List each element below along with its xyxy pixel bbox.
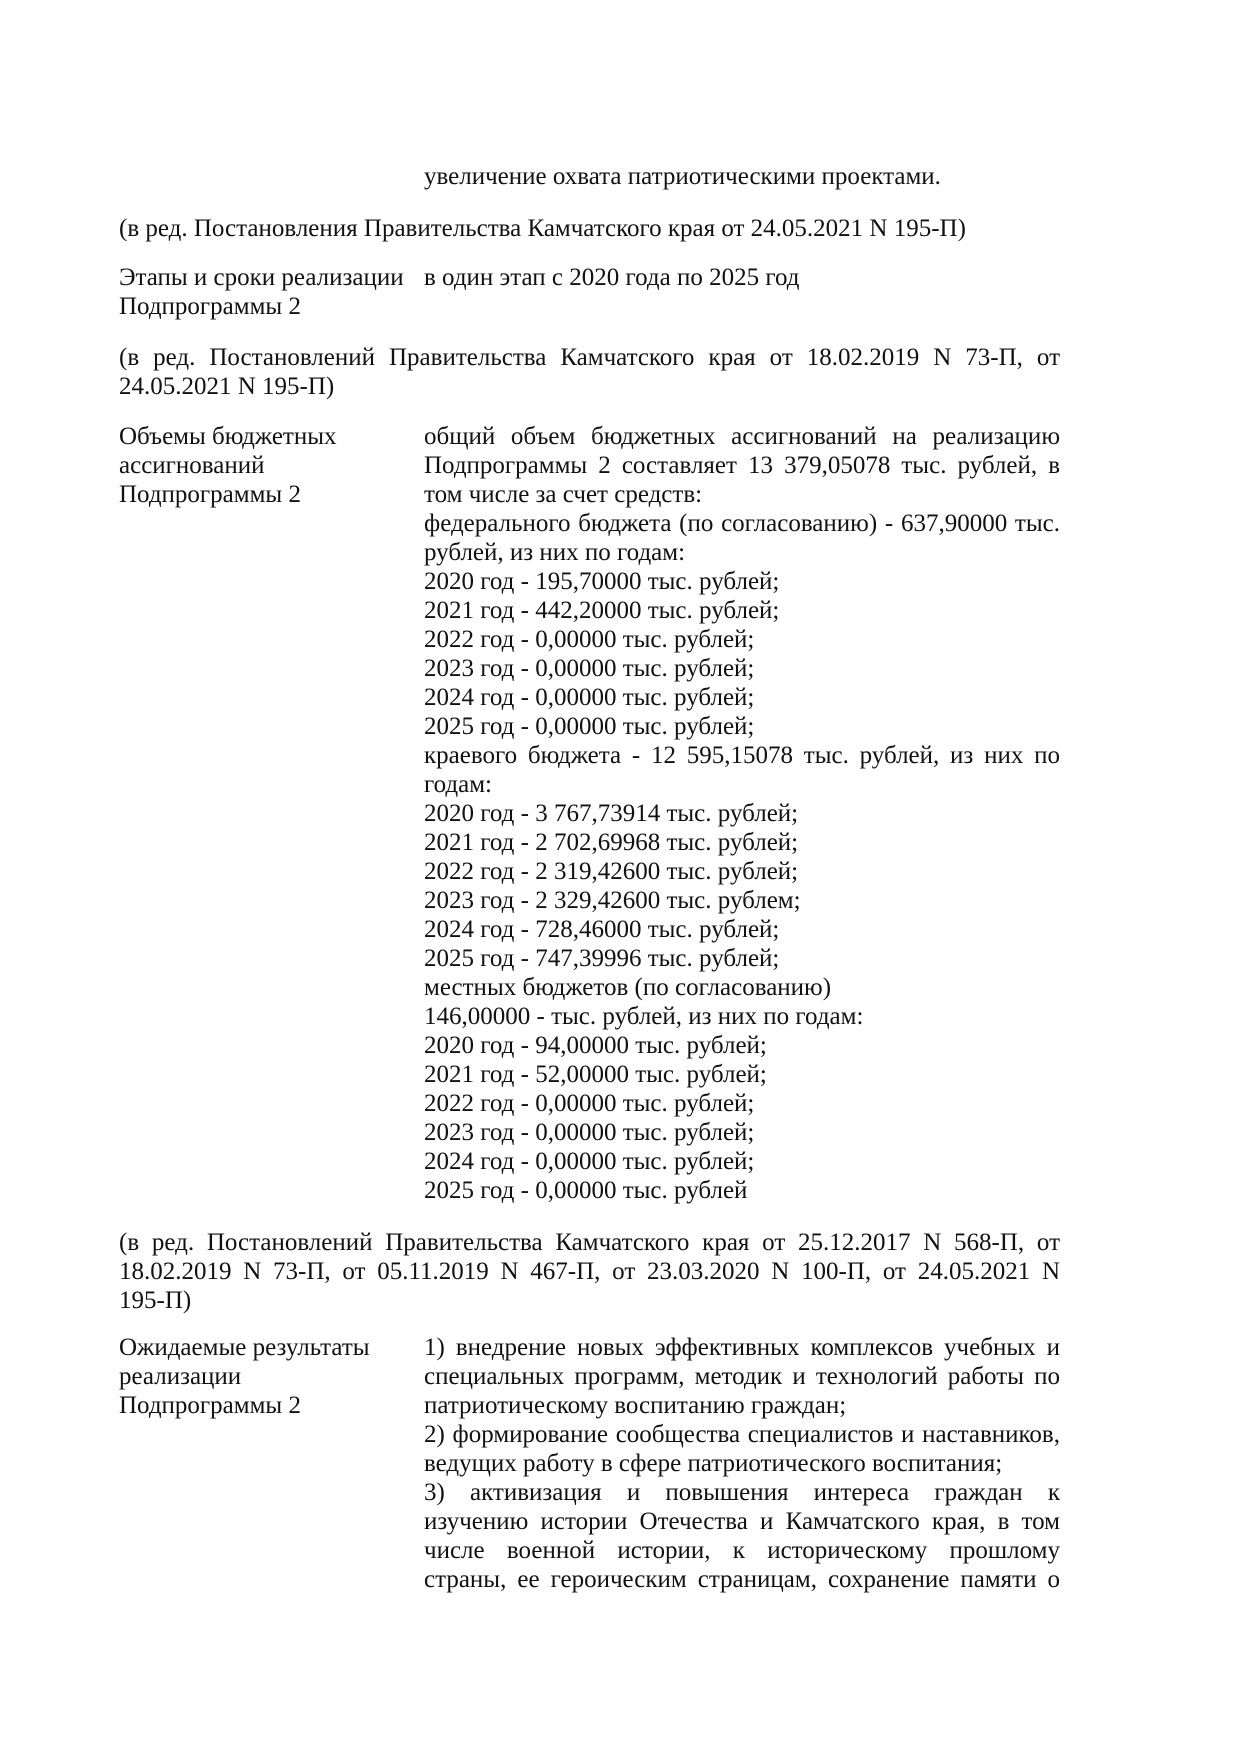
budget-line: 2025 год - 0,00000 тыс. рублей; [424, 713, 755, 740]
budget-line: 2024 год - 728,46000 тыс. рублей; [424, 916, 780, 943]
budget-line: 2022 год - 0,00000 тыс. рублей; [424, 626, 755, 653]
stages-value: в один этап с 2020 года по 2025 год [424, 264, 800, 291]
budget-label-line: Подпрограммы 2 [119, 481, 301, 508]
budget-line: том числе за счет средств: [424, 481, 703, 508]
results-line: ведущих работу в сфере патриотического воспитания; [424, 1450, 1003, 1477]
budget-line: рублей, из них по годам: [424, 539, 686, 566]
edit-note-3-line: (в ред. Постановлений Правительства Камчатского края от 25.12.2017 N 568-П, от [119, 1229, 1060, 1256]
budget-label [119, 422, 409, 509]
budget-line: местных бюджетов (по согласованию) [424, 974, 832, 1001]
budget-line: краевого бюджета - 12 595,15078 тыс. рублей, из них по [424, 742, 1060, 769]
edit-note-2 [119, 343, 1060, 401]
edit-note-1: (в ред. Постановления Правительства Камчатского края от 24.05.2021 N 195-П) [119, 215, 966, 242]
stages-label-line: Подпрограммы 2 [119, 293, 301, 320]
budget-line: 2021 год - 2 702,69968 тыс. рублей; [424, 829, 799, 856]
stages-label [119, 263, 409, 321]
results-line: 2) формирование сообщества специалистов и наставников, [424, 1421, 1060, 1448]
results-line: 1) внедрение новых эффективных комплексов учебных и [424, 1334, 1060, 1361]
budget-line: общий объем бюджетных ассигнований на реализацию [424, 423, 1060, 450]
budget-line: 2025 год - 0,00000 тыс. рублей [424, 1177, 748, 1204]
results-label-line: реализации [119, 1363, 242, 1390]
budget-line: 2021 год - 52,00000 тыс. рублей; [424, 1061, 767, 1088]
budget-line: 2024 год - 0,00000 тыс. рублей; [424, 1148, 755, 1175]
budget-line: федерального бюджета (по согласованию) - 637,90000 тыс. [424, 510, 1060, 537]
results-label-line: Подпрограммы 2 [119, 1392, 301, 1419]
budget-line: 2023 год - 2 329,42600 тыс. рублем; [424, 887, 801, 914]
edit-note-3-line: 195-П) [119, 1287, 192, 1314]
budget-line: 2025 год - 747,39996 тыс. рублей; [424, 945, 780, 972]
results-line: 3) активизация и повышения интереса граждан к [424, 1479, 1060, 1506]
budget-line: 2020 год - 3 767,73914 тыс. рублей; [424, 800, 799, 827]
budget-line: 2022 год - 0,00000 тыс. рублей; [424, 1090, 755, 1117]
budget-line: 2021 год - 442,20000 тыс. рублей; [424, 597, 780, 624]
edit-note-2-line: (в ред. Постановлений Правительства Камчатского края от 18.02.2019 N 73-П, от [119, 344, 1060, 371]
edit-note-3-line: 18.02.2019 N 73-П, от 05.11.2019 N 467-П, от 23.03.2020 N 100-П, от 24.05.2021 N [119, 1258, 1060, 1285]
results-line: патриотическому воспитанию граждан; [424, 1392, 847, 1419]
budget-line: Подпрограммы 2 составляет 13 379,05078 тыс. рублей, в [424, 452, 1060, 479]
budget-line: 2024 год - 0,00000 тыс. рублей; [424, 684, 755, 711]
results-line: страны, ее героическим страницам, сохранение памяти о [424, 1566, 1060, 1593]
budget-line: 2023 год - 0,00000 тыс. рублей; [424, 1119, 755, 1146]
budget-line: 2020 год - 195,70000 тыс. рублей; [424, 568, 780, 595]
results-label [119, 1333, 409, 1420]
edit-note-2-line: 24.05.2021 N 195-П) [119, 373, 335, 400]
budget-line: 146,00000 - тыс. рублей, из них по годам: [424, 1003, 864, 1030]
budget-line: годам: [424, 771, 492, 798]
results-value [424, 1333, 1060, 1594]
edit-note-3 [119, 1228, 1060, 1315]
intro-line: увеличение охвата патриотическими проектами. [424, 163, 941, 190]
results-line: специальных программ, методик и технологий работы по [424, 1363, 1060, 1390]
budget-label-line: ассигнований [119, 452, 265, 479]
results-line: изучению истории Отечества и Камчатского края, в том [424, 1508, 1060, 1535]
budget-label-line: Объемы бюджетных [119, 423, 337, 450]
budget-line: 2022 год - 2 319,42600 тыс. рублей; [424, 858, 799, 885]
budget-line: 2023 год - 0,00000 тыс. рублей; [424, 655, 755, 682]
budget-line: 2020 год - 94,00000 тыс. рублей; [424, 1032, 767, 1059]
stages-label-line: Этапы и сроки реализации [119, 264, 404, 291]
results-label-line: Ожидаемые результаты [119, 1334, 370, 1361]
budget-value [424, 422, 1060, 1205]
results-line: числе военной истории, к историческому прошлому [424, 1537, 1060, 1564]
